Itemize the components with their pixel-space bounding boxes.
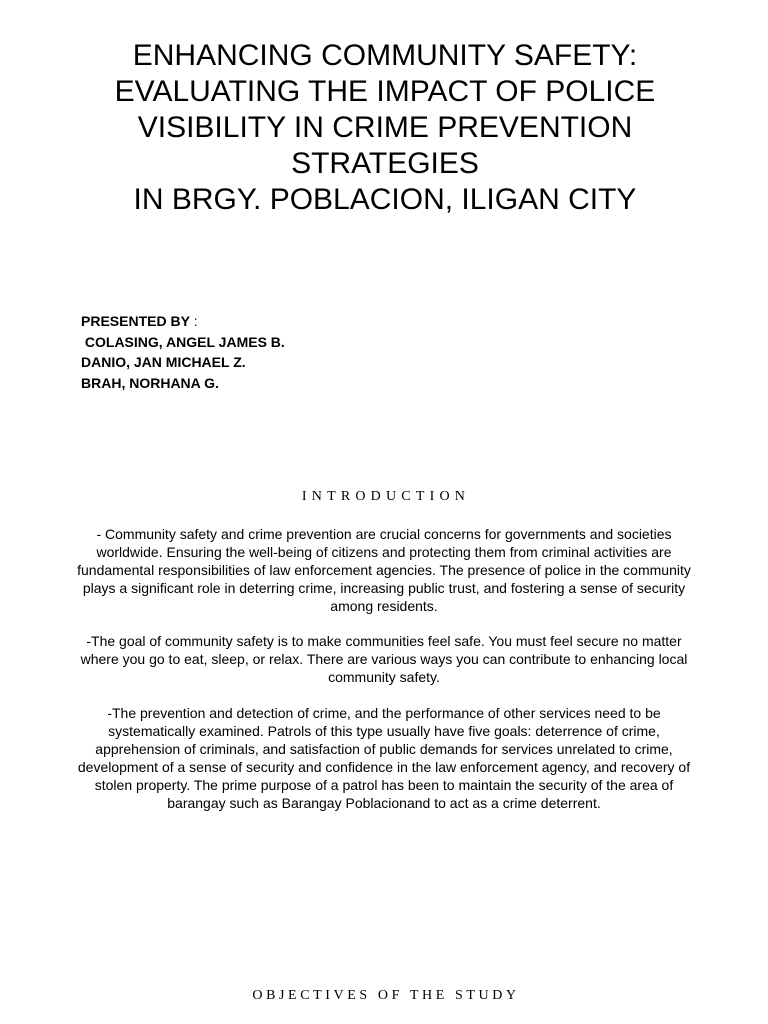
paragraph-line: - Community safety and crime prevention are crucial concerns for governments and societies bbox=[96, 526, 672, 542]
title-line: IN BRGY. POBLACION, ILIGAN CITY bbox=[133, 183, 637, 216]
title-line: ENHANCING COMMUNITY SAFETY: bbox=[132, 39, 638, 72]
introduction-heading: INTRODUCTION bbox=[301, 489, 471, 504]
introduction-paragraph bbox=[14, 632, 754, 686]
title-line: STRATEGIES bbox=[291, 147, 479, 180]
paragraph-line: plays a significant role in deterring crime, increasing public trust, and fostering a sense of security bbox=[82, 580, 686, 596]
presenter-name: DANIO, JAN MICHAEL Z. bbox=[81, 354, 246, 370]
introduction-paragraph bbox=[14, 525, 754, 615]
paragraph-line: development of a sense of security and confidence in the law enforcement agency, and recovery of bbox=[77, 759, 691, 775]
presenters-label: PRESENTED BY bbox=[81, 313, 190, 329]
presenter-name: BRAH, NORHANA G. bbox=[81, 374, 219, 391]
presenters-block bbox=[81, 311, 285, 393]
paragraph-line: worldwide. Ensuring the well-being of citizens and protecting them from criminal activities are bbox=[96, 544, 672, 560]
paragraph-line: systematically examined. Patrols of this type usually have five goals: deterrence of crime, bbox=[108, 723, 660, 739]
presenter-name: COLASING, ANGEL JAMES B. bbox=[81, 333, 285, 350]
introduction-paragraph bbox=[14, 704, 754, 812]
paragraph-line: -The goal of community safety is to make communities feel safe. You must feel secure no matter bbox=[86, 633, 682, 649]
title-line: VISIBILITY IN CRIME PREVENTION bbox=[137, 111, 633, 144]
paragraph-line: apprehension of criminals, and satisfaction of public demands for services unrelated to crime, bbox=[95, 741, 673, 757]
title-line: EVALUATING THE IMPACT OF POLICE bbox=[114, 75, 656, 108]
objectives-heading: OBJECTIVES OF THE STUDY bbox=[252, 988, 520, 1003]
presenters-colon: : bbox=[189, 313, 198, 329]
paragraph-line: community safety. bbox=[328, 669, 440, 685]
presenters-label-line bbox=[81, 311, 285, 332]
paragraph-line: stolen property. The prime purpose of a patrol has been to maintain the security of the area of bbox=[94, 777, 674, 793]
paragraph-line: among residents. bbox=[330, 598, 438, 614]
paragraph-line: fundamental responsibilities of law enforcement agencies. The presence of police in the community bbox=[77, 562, 691, 578]
paragraph-line: where you go to eat, sleep, or relax. There are various ways you can contribute to enhancing local bbox=[80, 651, 688, 667]
paragraph-line: barangay such as Barangay Poblacionand to act as a crime deterrent. bbox=[167, 795, 601, 811]
paragraph-line: -The prevention and detection of crime, and the performance of other services need to be bbox=[107, 705, 661, 721]
document-title bbox=[40, 38, 730, 218]
